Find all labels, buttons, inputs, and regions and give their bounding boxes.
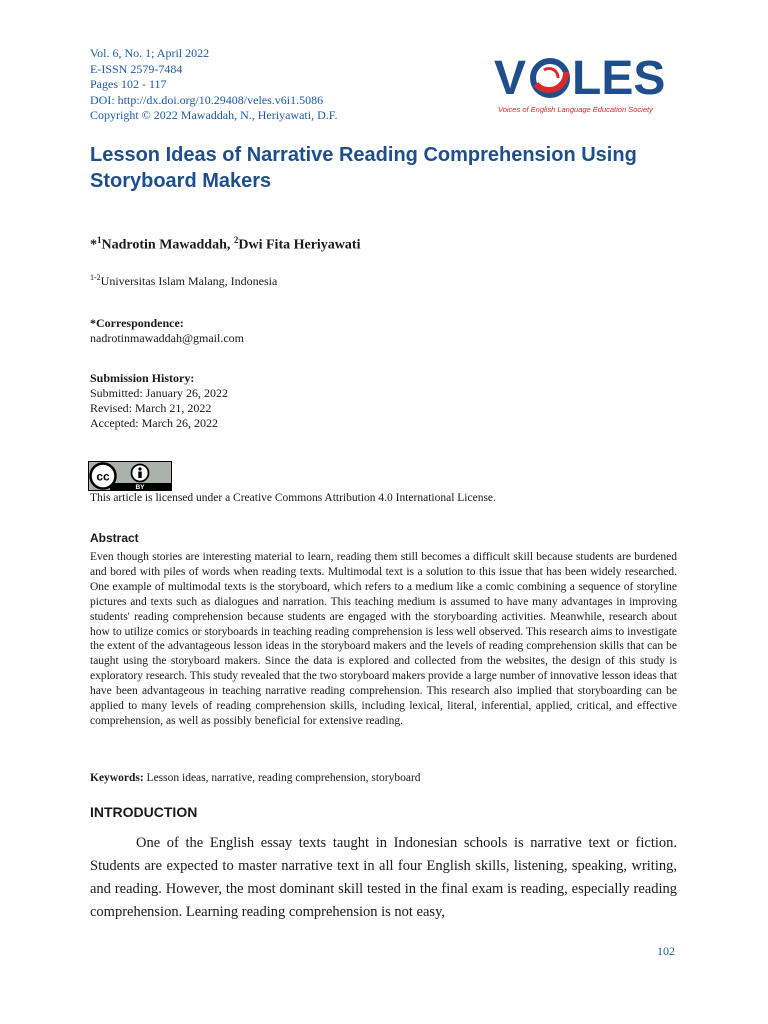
correspondence-label: *Correspondence: [90, 316, 184, 330]
article-title: Lesson Ideas of Narrative Reading Comprehension Using Storyboard Makers [90, 144, 637, 192]
history-label: Submission History: [90, 371, 195, 385]
abstract-heading: Abstract [90, 531, 139, 545]
affiliation [90, 273, 277, 289]
cc-badge-text: cc [96, 469, 110, 484]
author-list [90, 235, 360, 254]
history-submitted: Submitted: January 26, 2022 [90, 386, 228, 400]
page-number: 102 [657, 944, 675, 958]
volume-line: Vol. 6, No. 1; April 2022 [90, 46, 210, 60]
logo-letters-les: LES [572, 52, 666, 105]
author1-name: Nadrotin Mawaddah, [101, 237, 234, 253]
history-revised: Revised: March 21, 2022 [90, 401, 212, 415]
doi-line: DOI: http://dx.doi.org/10.29408/veles.v6i1.5086 [90, 92, 324, 107]
logo-subtitle: Voices of English Language Education Society [498, 105, 653, 114]
introduction-heading: INTRODUCTION [90, 804, 198, 820]
correspondence-email[interactable]: nadrotinmawaddah@gmail.com [90, 331, 245, 345]
cc-by-badge-icon[interactable] [88, 461, 172, 491]
keywords-text: Lesson ideas, narrative, reading comprehension, storyboard [143, 772, 421, 784]
keywords-label: Keywords: [90, 772, 144, 784]
affiliation-sup: 1-2 [90, 273, 101, 282]
introduction-paragraph: One of the English essay texts taught in Indonesian schools is narrative text or fiction. Students are expected to master narrative text in all four English skills, listening, speaking, writing, and reading. However, the most dominant skill tested in the final exam is reading, especially reading comprehension. Learning reading comprehension is not easy, [90, 835, 677, 920]
history-accepted: Accepted: March 26, 2022 [90, 416, 218, 430]
keywords [90, 772, 421, 784]
correspondence [90, 316, 244, 346]
author2-sup: 2 [233, 235, 239, 245]
affiliation-text: Universitas Islam Malang, Indonesia [100, 274, 278, 288]
pages-line: Pages 102 - 117 [90, 77, 167, 91]
abstract-text: Even though stories are interesting material to learn, reading them still becomes a difficult skill because students are burdened and bored with piles of words when reading texts. Multimodal text is a solution to this issue that has been widely researched. One example of multimodal texts is the storyboard, which refers to a medium like a comic combining a sequence of storyline pictures and texts such as dialogues and narration. This teaching medium is assumed to have many advantages in improving students' reading comprehension because students are engaged with the storyboarding activities. Meanwhile, research about how to utilize comics or storyboards in teaching reading comprehension is less well observed. This research aims to investigate the extent of the advantageous lesson ideas in the storyboard makers and the levels of reading comprehension skills that can be taught using the storyboard makers. Since the data is explored and collected from the websites, the design of this study is exploratory research. This study revealed that the two storyboard makers provide a large number of innovative lesson ideas that have been advantageous in teaching narrative reading comprehension. This research also implied that storyboarding can be applied to many levels of reading comprehension skills, including lexical, literal, inferential, applied, critical, and effective comprehension, as well as possibly beneficial for extensive reading. [90, 551, 677, 727]
journal-metadata [90, 46, 337, 124]
submission-history [90, 371, 228, 431]
author2-name: Dwi Fita Heriyawati [238, 237, 361, 253]
corresponding-marker: * [90, 237, 97, 253]
veles-logo [492, 48, 667, 120]
license-text: This article is licensed under a Creative Commons Attribution 4.0 International License. [90, 492, 496, 504]
author1-sup: 1 [97, 235, 102, 245]
copyright-line: Copyright © 2022 Mawaddah, N., Heriyawati, D.F. [90, 108, 338, 122]
logo-letter-v: V [494, 52, 527, 105]
issn-line: E-ISSN 2579-7484 [90, 61, 183, 76]
logo-swirl-icon [533, 61, 567, 95]
by-badge-text: BY [135, 484, 145, 491]
